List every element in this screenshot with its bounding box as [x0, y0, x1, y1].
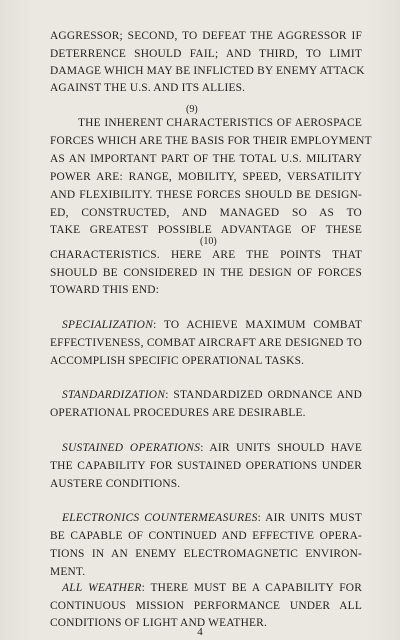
intro-line-1: AGGRESSOR; SECOND, TO DEFEAT THE AGGRESSOR IF	[50, 30, 362, 42]
characteristics-line-10: TOWARD THIS END:	[50, 284, 160, 296]
sustained-operations-line-1	[62, 441, 362, 455]
characteristics-line-6: ED, CONSTRUCTED, AND MANAGED SO AS TO	[50, 207, 362, 219]
specialization-line-1	[62, 318, 362, 332]
footnote-marker-9: (9)	[186, 104, 198, 115]
footnote-marker-10: (10)	[200, 236, 217, 247]
sustained-operations-line-2: THE CAPABILITY FOR SUSTAINED OPERATIONS UNDER	[50, 460, 362, 472]
electronics-countermeasures-line-4: MENT.	[50, 566, 86, 578]
electronics-countermeasures-line-3: TIONS IN AN ENEMY ELECTROMAGNETIC ENVIRON-	[50, 548, 362, 560]
electronics-countermeasures-text: : AIR UNITS MUST	[257, 512, 362, 524]
characteristics-line-4: POWER ARE: RANGE, MOBILITY, SPEED, VERSATILITY	[50, 171, 362, 183]
characteristics-line-3: AS AN IMPORTANT PART OF THE TOTAL U.S. MILITARY	[50, 153, 362, 165]
all-weather-line-2: CONTINUOUS MISSION PERFORMANCE UNDER ALL	[50, 600, 362, 612]
specialization-line-3: ACCOMPLISH SPECIFIC OPERATIONAL TASKS.	[50, 355, 305, 367]
characteristics-line-8: CHARACTERISTICS. HERE ARE THE POINTS THAT	[50, 249, 362, 261]
characteristics-line-7: TAKE GREATEST POSSIBLE ADVANTAGE OF THESE	[50, 224, 362, 236]
standardization-term: STANDARDIZATION	[62, 389, 166, 401]
standardization-text: : STANDARDIZED ORDNANCE AND	[165, 389, 362, 401]
sustained-operations-term: SUSTAINED OPERATIONS	[62, 442, 201, 454]
characteristics-line-1: THE INHERENT CHARACTERISTICS OF AEROSPACE	[78, 117, 362, 129]
sustained-operations-line-3: AUSTERE CONDITIONS.	[50, 478, 181, 490]
all-weather-term: ALL WEATHER	[62, 582, 142, 594]
characteristics-line-2: FORCES WHICH ARE THE BASIS FOR THEIR EMPLOYMENT	[50, 135, 372, 147]
intro-line-3: DAMAGE WHICH MAY BE INFLICTED BY ENEMY ATTACK	[50, 65, 365, 77]
characteristics-line-5: AND FLEXIBILITY. THESE FORCES SHOULD BE DESIGN-	[50, 189, 362, 201]
all-weather-text: : THERE MUST BE A CAPABILITY FOR	[141, 582, 362, 594]
sustained-operations-text: : AIR UNITS SHOULD HAVE	[200, 442, 362, 454]
page-number: 4	[197, 626, 203, 638]
all-weather-line-3: CONDITIONS OF LIGHT AND WEATHER.	[50, 617, 268, 629]
electronics-countermeasures-line-2: BE CAPABLE OF CONTINUED AND EFFECTIVE OPERA-	[50, 530, 362, 542]
electronics-countermeasures-term: ELECTRONICS COUNTERMEASURES	[62, 512, 258, 524]
standardization-line-2: OPERATIONAL PROCEDURES ARE DESIRABLE.	[50, 407, 306, 419]
specialization-line-2: EFFECTIVENESS, COMBAT AIRCRAFT ARE DESIGNED TO	[50, 337, 362, 349]
specialization-text: : TO ACHIEVE MAXIMUM COMBAT	[153, 319, 362, 331]
standardization-line-1	[62, 388, 362, 402]
intro-line-4: AGAINST THE U.S. AND ITS ALLIES.	[50, 82, 246, 94]
characteristics-line-9: SHOULD BE CONSIDERED IN THE DESIGN OF FORCES	[50, 267, 362, 279]
intro-line-2: DETERRENCE SHOULD FAIL; AND THIRD, TO LIMIT	[50, 48, 362, 60]
specialization-term: SPECIALIZATION	[62, 319, 154, 331]
electronics-countermeasures-line-1	[62, 511, 362, 525]
all-weather-line-1	[62, 581, 362, 595]
